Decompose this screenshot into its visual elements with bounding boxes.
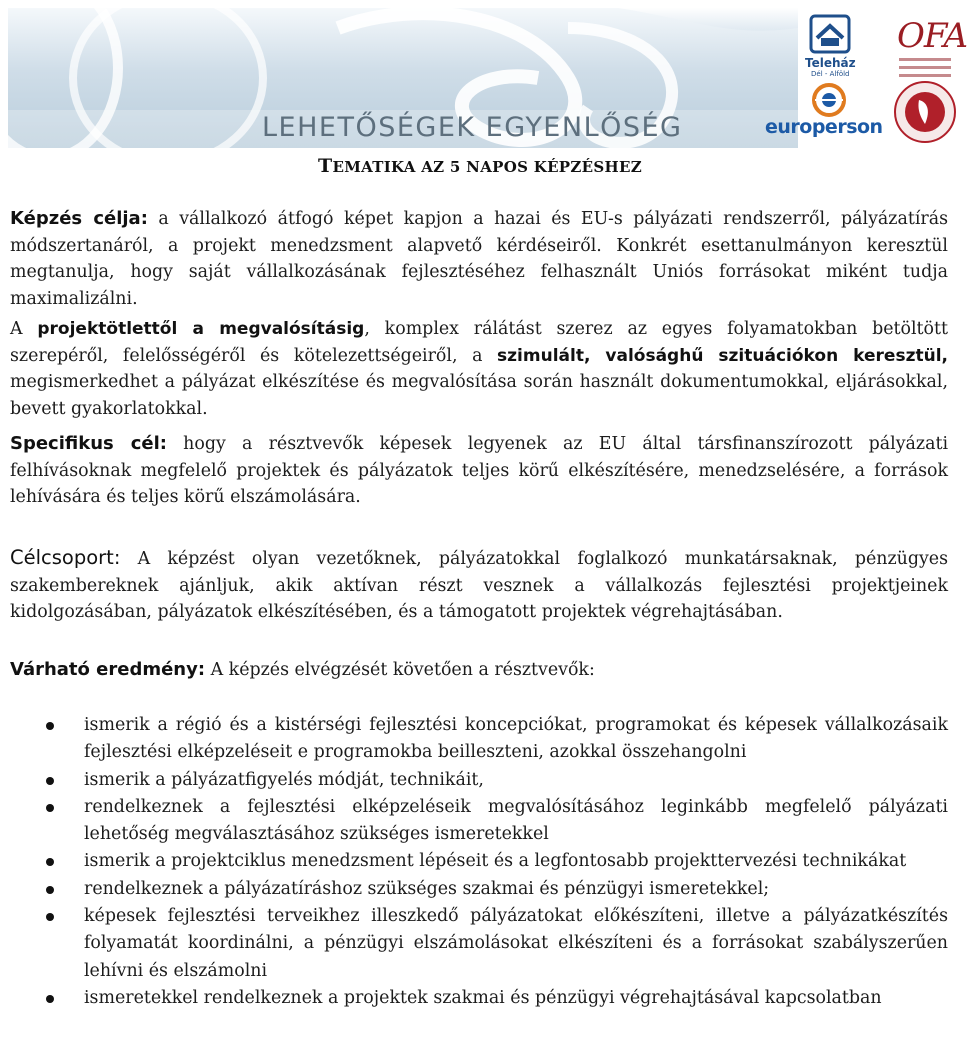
expected-result-text: A képzés elvégzését követően a résztvevők: bbox=[205, 660, 595, 680]
list-item bbox=[10, 985, 948, 1012]
goal-paragraph bbox=[10, 206, 948, 312]
expected-results-list bbox=[10, 712, 948, 1012]
list-item-text: rendelkeznek a pályázatíráshoz szükséges szakmai és pénzügyi ismeretekkel; bbox=[84, 878, 770, 899]
target-group-label: Célcsoport: bbox=[10, 546, 121, 569]
title-rest: EMATIKA AZ 5 NAPOS KÉPZÉSHEZ bbox=[332, 158, 642, 176]
list-item-text: képesek fejlesztési terveikhez illeszkedő pályázatokat előkészíteni, illetve a pályázatkészítés folyamatát koordinálni, a pénzügyi elszámolásokat elkészíteni és a forrásokat szabályszerűen lehívni és elszámolni bbox=[84, 906, 948, 981]
ofa-logo-line bbox=[899, 74, 951, 77]
house-icon bbox=[803, 12, 858, 56]
title-initial: T bbox=[318, 155, 333, 177]
bullet-icon bbox=[46, 777, 54, 785]
list-item-text: ismerik a projektciklus menedzsment lépéseit és a legfontosabb projekttervezési technikákat bbox=[84, 851, 907, 872]
specific-goal-paragraph bbox=[10, 431, 948, 511]
list-item bbox=[10, 848, 948, 875]
project-text-a: A bbox=[10, 319, 38, 339]
list-item bbox=[10, 767, 948, 794]
bullet-icon bbox=[46, 913, 54, 921]
specific-goal-label: Specifikus cél: bbox=[10, 433, 167, 454]
ofa-logo-line bbox=[899, 58, 951, 61]
list-item bbox=[10, 794, 948, 849]
goal-text: a vállalkozó átfogó képet kapjon a hazai és EU-s pályázati rendszerről, pályázatírás módszertanáról, a projekt menedzsment alapvető kérdéseiről. Konkrét esettanulmányon keresztül megtanulja, hogy saját vállalkozásának fejlesztéséhez felhasznált Uniós forrásokat miként tudja maximalizálni. bbox=[10, 209, 948, 309]
ofa-logo bbox=[893, 10, 967, 80]
europerson-logo-text: europerson bbox=[765, 116, 883, 138]
telehaz-logo-text: Teleház bbox=[805, 56, 856, 70]
list-item-text: ismerik a régió és a kistérségi fejlesztési koncepciókat, programokat és képesek vállalkozásaik fejlesztési elképzeléseit e programokba beilleszteni, azokkal összehangolni bbox=[84, 715, 948, 763]
ofa-logo-line bbox=[899, 66, 951, 69]
list-item bbox=[10, 712, 948, 767]
list-item-text: ismerik a pályázatfigyelés módját, technikáit, bbox=[84, 769, 484, 790]
seal-emblem-icon bbox=[893, 80, 957, 144]
target-group-text: A képzést olyan vezetőknek, pályázatokkal foglalkozó munkatársaknak, pénzügyes szakembereknek ajánljuk, akik aktívan részt vesznek a vállalkozás fejlesztési projektjeinek kidolgozásában, pályázatok elkészítésében, és a támogatott projektek végrehajtásában. bbox=[10, 549, 948, 622]
europerson-emblem-icon bbox=[809, 82, 849, 118]
list-item bbox=[10, 876, 948, 903]
project-bold-a: projektötlettől a megvalósításig bbox=[37, 319, 365, 339]
project-text-c: megismerkedhet a pályázat elkészítése és megvalósítása során használt dokumentumokkal, eljárásokkal, bevett gyakorlatokkal. bbox=[10, 372, 948, 419]
telehaz-logo-subtext: Dél - Alföld bbox=[811, 70, 850, 78]
bullet-icon bbox=[46, 722, 54, 730]
europerson-logo bbox=[765, 82, 893, 146]
round-seal-logo bbox=[893, 80, 957, 144]
project-paragraph bbox=[10, 316, 948, 422]
bullet-icon bbox=[46, 886, 54, 894]
bullet-icon bbox=[46, 995, 54, 1003]
banner-title: LEHETŐSÉGEK EGYENLŐSÉG bbox=[262, 112, 683, 143]
bullet-icon bbox=[46, 858, 54, 866]
bullet-icon bbox=[46, 804, 54, 812]
project-bold-b: szimulált, valósághű szituációkon keresztül, bbox=[497, 345, 948, 366]
expected-result-paragraph bbox=[10, 657, 948, 684]
header-banner bbox=[0, 0, 967, 150]
goal-label: Képzés célja: bbox=[10, 208, 148, 229]
document-title bbox=[0, 155, 960, 177]
telehaz-logo bbox=[803, 12, 858, 80]
project-text-b: , komplex rálátást szerez az egyes folyamatokban betöltött szerepéről, felelősségéről és kötelezettségeiről, a bbox=[10, 319, 948, 366]
list-item bbox=[10, 903, 948, 985]
list-item-text: rendelkeznek a fejlesztési elképzeléseik megvalósításához leginkább megfelelő pályázati lehetőség megválasztásához szükséges ismeretekkel bbox=[84, 796, 948, 845]
target-group-paragraph bbox=[10, 545, 948, 626]
expected-result-label: Várható eredmény: bbox=[10, 659, 206, 680]
list-item-text: ismeretekkel rendelkeznek a projektek szakmai és pénzügyi végrehajtásával kapcsolatban bbox=[84, 987, 882, 1008]
specific-goal-text: hogy a résztvevők képesek legyenek az EU által társfinanszírozott pályázati felhívásoknak megfelelő projektek és pályázatok teljes körű elkészítésére, menedzselésére, a források lehívására és teljes körű elszámolására. bbox=[10, 434, 949, 507]
ofa-logo-text: OFA bbox=[897, 16, 967, 56]
